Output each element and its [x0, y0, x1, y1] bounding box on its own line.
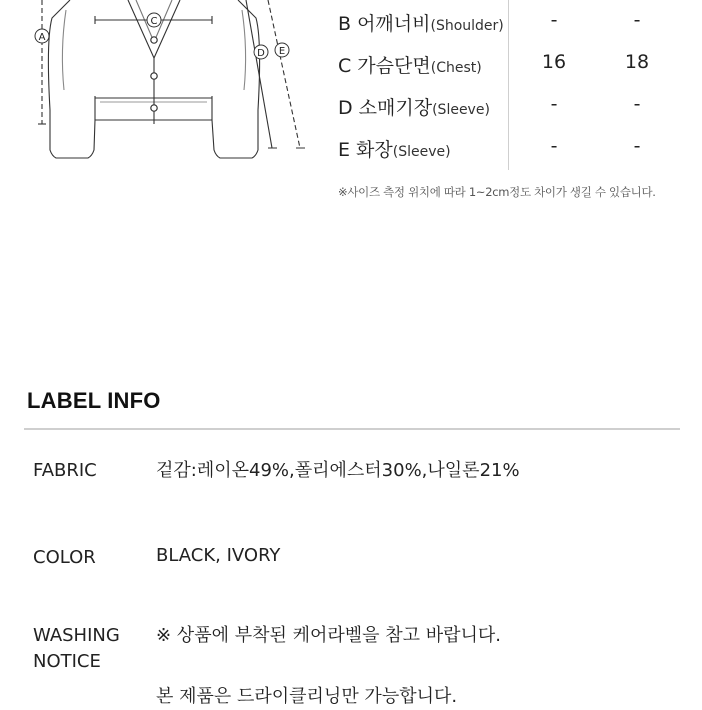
washing-key-line-1: WASHING: [33, 625, 120, 646]
row-value-2: -: [633, 93, 641, 115]
row-value-1: -: [550, 9, 558, 31]
fabric-key: FABRIC: [33, 460, 97, 481]
washing-key-line-2: NOTICE: [33, 651, 101, 672]
size-row-sleeve-length: [338, 93, 678, 135]
row-label: B 어깨너비: [338, 13, 431, 35]
label-info-title: LABEL INFO: [27, 388, 161, 413]
fabric-value: 겉감:레이온49%,폴리에스터30%,나일론21%: [156, 460, 520, 481]
color-key: COLOR: [33, 547, 96, 568]
row-label-en: (Sleeve): [392, 144, 451, 160]
washing-key: [33, 623, 120, 675]
row-value-2: -: [633, 135, 641, 157]
color-value: BLACK, IVORY: [156, 545, 281, 566]
marker-e: E: [278, 46, 286, 57]
size-row-shoulder: [338, 9, 678, 51]
marker-d: D: [257, 48, 265, 59]
washing-value-line-2: 본 제품은 드라이클리닝만 가능합니다.: [156, 686, 458, 707]
size-row-chest: [338, 51, 678, 93]
size-note: ※사이즈 측정 위치에 따라 1~2cm정도 차이가 생길 수 있습니다.: [338, 185, 656, 199]
row-label: D 소매기장: [338, 97, 433, 119]
size-row-sleeve-total: [338, 135, 678, 177]
row-label-en: (Chest): [430, 60, 482, 76]
row-label-en: (Shoulder): [430, 18, 504, 34]
section-divider: [24, 428, 680, 430]
marker-c: C: [150, 16, 158, 27]
row-value-1: -: [550, 93, 558, 115]
row-label: E 화장: [338, 139, 393, 161]
marker-a: A: [38, 32, 46, 43]
row-value-1: 16: [541, 51, 567, 73]
row-value-2: -: [633, 9, 641, 31]
washing-value-line-1: ※ 상품에 부착된 케어라벨을 참고 바랍니다.: [156, 625, 502, 646]
row-label: C 가슴단면: [338, 55, 431, 77]
row-value-2: 18: [624, 51, 650, 73]
row-value-1: -: [550, 135, 558, 157]
row-label-en: (Sleeve): [432, 102, 490, 118]
cardigan-diagram: [0, 0, 320, 180]
